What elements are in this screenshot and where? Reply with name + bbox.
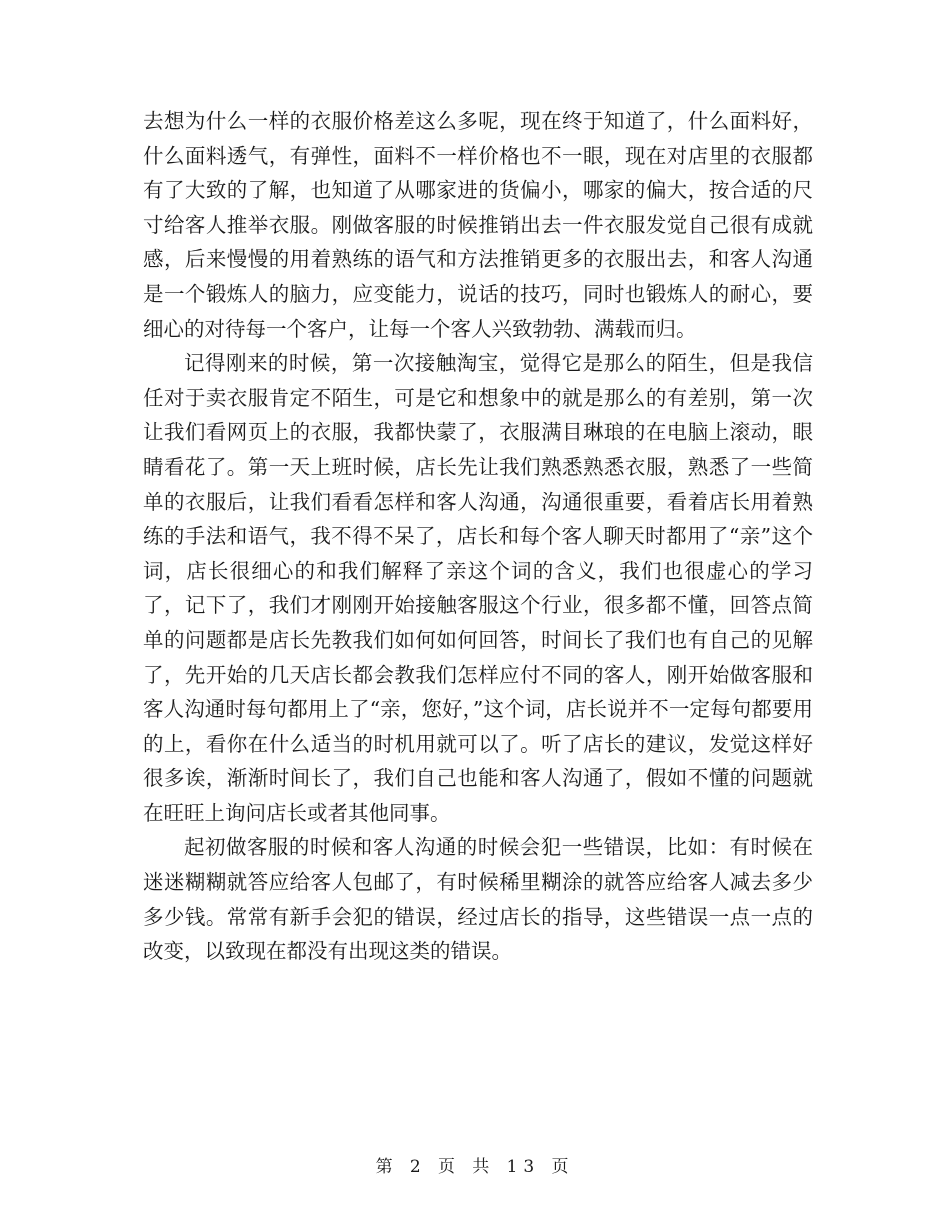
- page-footer: 第 2 页 共 13 页: [375, 1157, 575, 1177]
- paragraph-1: 去想为什么一样的衣服价格差这么多呢，现在终于知道了，什么面料好，什么面料透气，有弹性，面料不一样价格也不一眼，现在对店里的衣服都有了大致的了解，也知道了从哪家进的货偏小，哪家的偏大，按合适的尺寸给客人推举衣服。刚做客服的时候推销出去一件衣服发觉自己很有成就感，后来慢慢的用着熟练的语气和方法推销更多的衣服出去，和客人沟通是一个锻炼人的脑力，应变能力，说话的技巧，同时也锻炼人的耐心，要细心的对待每一个客户，让每一个客人兴致勃勃、满载而归。: [143, 109, 813, 341]
- paragraph-3: 起初做客服的时候和客人沟通的时候会犯一些错误，比如：有时候在迷迷糊糊就答应给客人包邮了，有时候稀里糊涂的就答应给客人减去多少多少钱。常常有新手会犯的错误，经过店长的指导，这些错误一点一点的改变，以致现在都没有出现这类的错误。: [143, 835, 813, 964]
- paragraph-2: 记得刚来的时候，第一次接触淘宝，觉得它是那么的陌生，但是我信任对于卖衣服肯定不陌生，可是它和想象中的就是那么的有差别，第一次让我们看网页上的衣服，我都快蒙了，衣服满目琳琅的在电脑上滚动，眼睛看花了。第一天上班时候，店长先让我们熟悉熟悉衣服，熟悉了一些简单的衣服后，让我们看看怎样和客人沟通，沟通很重要，看着店长用着熟练的手法和语气，我不得不呆了，店长和每个客人聊天时都用了“亲”这个词，店长很细心的和我们解释了亲这个词的含义，我们也很虚心的学习了，记下了，我们才刚刚开始接触客服这个行业，很多都不懂，回答点简单的问题都是店长先教我们如何如何回答，时间长了我们也有自己的见解了，先开始的几天店长都会教我们怎样应付不同的客人，刚开始做客服和客人沟通时每句都用上了“亲，您好，”这个词，店长说并不一定每句都要用的上，看你在什么适当的时机用就可以了。听了店长的建议，发觉这样好很多诶，渐渐时间长了，我们自己也能和客人沟通了，假如不懂的问题就在旺旺上询问店长或者其他同事。: [143, 351, 813, 825]
- document-body: [143, 104, 813, 969]
